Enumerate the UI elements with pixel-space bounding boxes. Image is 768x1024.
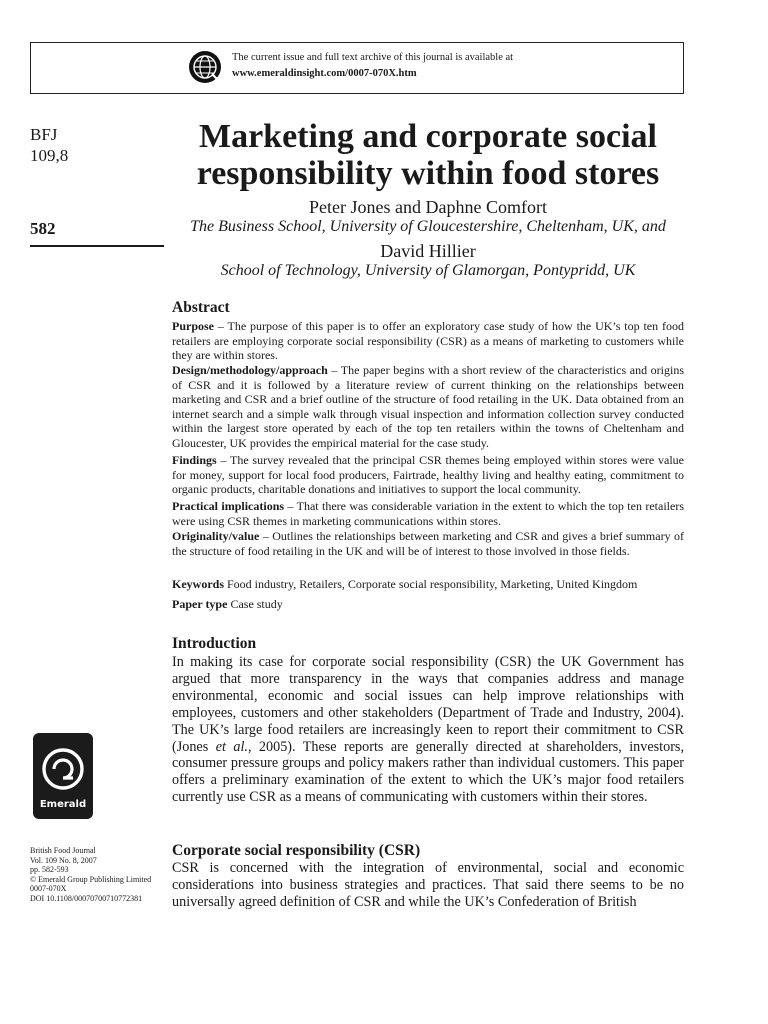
purpose-text: – The purpose of this paper is to offer an exploratory case study of how the UK’s top ten food retailers are employing corporate social responsibility (CSR) as a means of marketing to customers while they are within stores.: [172, 319, 684, 362]
abstract-heading: Abstract: [172, 299, 230, 316]
introduction-text: [172, 654, 684, 806]
page-number-rule: [30, 245, 164, 247]
intro-text-a: In making its case for corporate social responsibility (CSR) the UK Government has argued that more transparency in the ways that companies address and manage environmental, economic and social issues can help improve relationships with employees, customers and other stakeholders (Department of Trade and Industry, 2004). The UK’s large food retailers are increasingly keen to report their commitment to CSR (Jones: [172, 654, 684, 755]
practical-label: Practical implications: [172, 499, 285, 513]
journal-abbreviation: BFJ: [30, 125, 58, 144]
abstract-findings: [172, 453, 684, 497]
journal-url-link[interactable]: www.emeraldinsight.com/0007-070X.htm: [232, 68, 417, 79]
page-number: 582: [30, 219, 56, 238]
authors-line-1: Peter Jones and Daphne Comfort: [309, 197, 547, 217]
citation-doi: DOI 10.1108/00070700710772381: [30, 893, 143, 903]
paper-type: [172, 597, 684, 612]
keywords-text: Food industry, Retailers, Corporate social responsibility, Marketing, United Kingdom: [224, 577, 638, 591]
paper-type-label: Paper type: [172, 597, 228, 611]
citation-pages: pp. 582-593: [30, 865, 69, 875]
journal-volume: 109,8: [30, 146, 69, 165]
purpose-label: Purpose: [172, 319, 214, 333]
abstract-purpose: [172, 319, 684, 363]
abstract-originality: [172, 529, 684, 558]
keywords: [172, 577, 684, 592]
keywords-label: Keywords: [172, 577, 224, 591]
design-label: Design/methodology/approach: [172, 363, 328, 377]
citation-journal: British Food Journal: [30, 846, 96, 855]
archive-notice: The current issue and full text archive of this journal is available at: [232, 52, 514, 63]
practical-text: – That there was considerable variation in the extent to which the top ten retailers were using CSR themes in marketing communications within stores.: [172, 499, 684, 528]
originality-text: – Outlines the relationships between marketing and CSR and gives a brief summary of the structure of food retailing in the UK and will be of interest to those involved in those fields.: [172, 529, 684, 558]
authors-line-2: David Hillier: [380, 241, 476, 261]
emerald-logo-label: Emerald: [39, 799, 87, 810]
citation-issn: 0007-070X: [30, 884, 67, 894]
originality-label: Originality/value: [172, 529, 260, 543]
csr-text: CSR is concerned with the integration of environmental, social and economic considerations into business strategies and practices. That said there seems to be no universally agreed definition of CSR and while the UK’s Confederation of British: [172, 860, 684, 910]
intro-text-b: , 2005). These reports are generally directed at shareholders, investors, consumer pressure groups and policy makers rather than individual customers. This paper offers a preliminary examination of the extent to which the UK’s major food retailers currently use CSR as a means of communicating with customers within their stores.: [172, 738, 684, 806]
design-text: – The paper begins with a short review of the characteristics and origins of CSR and it is followed by a literature review of current thinking on the relationships between marketing and CSR and a brief outline of the structure of food retailing in the UK. Data obtained from an internet search and a simple walk through visual inspection and information collection survey conducted within the largest store operated by each of the top ten retailers within the towns of Cheltenham and Gloucester, UK provides the empirical material for the case study.: [172, 363, 684, 450]
findings-text: – The survey revealed that the principal CSR themes being employed within stores were value for money, support for local food producers, Fairtrade, healthy living and healthy eating, commitment to organic products, charitable donations and initiatives to support the local community.: [172, 453, 684, 496]
intro-et-al: et al.: [215, 738, 248, 755]
csr-heading: Corporate social responsibility (CSR): [172, 842, 421, 859]
paper-type-text: Case study: [227, 597, 283, 611]
abstract-practical: [172, 499, 684, 528]
globe-icon: [188, 50, 222, 84]
citation-copyright: © Emerald Group Publishing Limited: [30, 874, 152, 884]
affiliation-2: School of Technology, University of Glamorgan, Pontypridd, UK: [220, 262, 636, 279]
affiliation-1: The Business School, University of Gloucestershire, Cheltenham, UK, and: [190, 218, 666, 235]
findings-label: Findings: [172, 453, 217, 467]
citation-volume: Vol. 109 No. 8, 2007: [30, 855, 97, 865]
citation-block: [30, 846, 151, 904]
paper-title: Marketing and corporate social responsibility within food stores: [196, 118, 660, 192]
introduction-heading: Introduction: [172, 635, 257, 652]
abstract-design: [172, 363, 684, 450]
